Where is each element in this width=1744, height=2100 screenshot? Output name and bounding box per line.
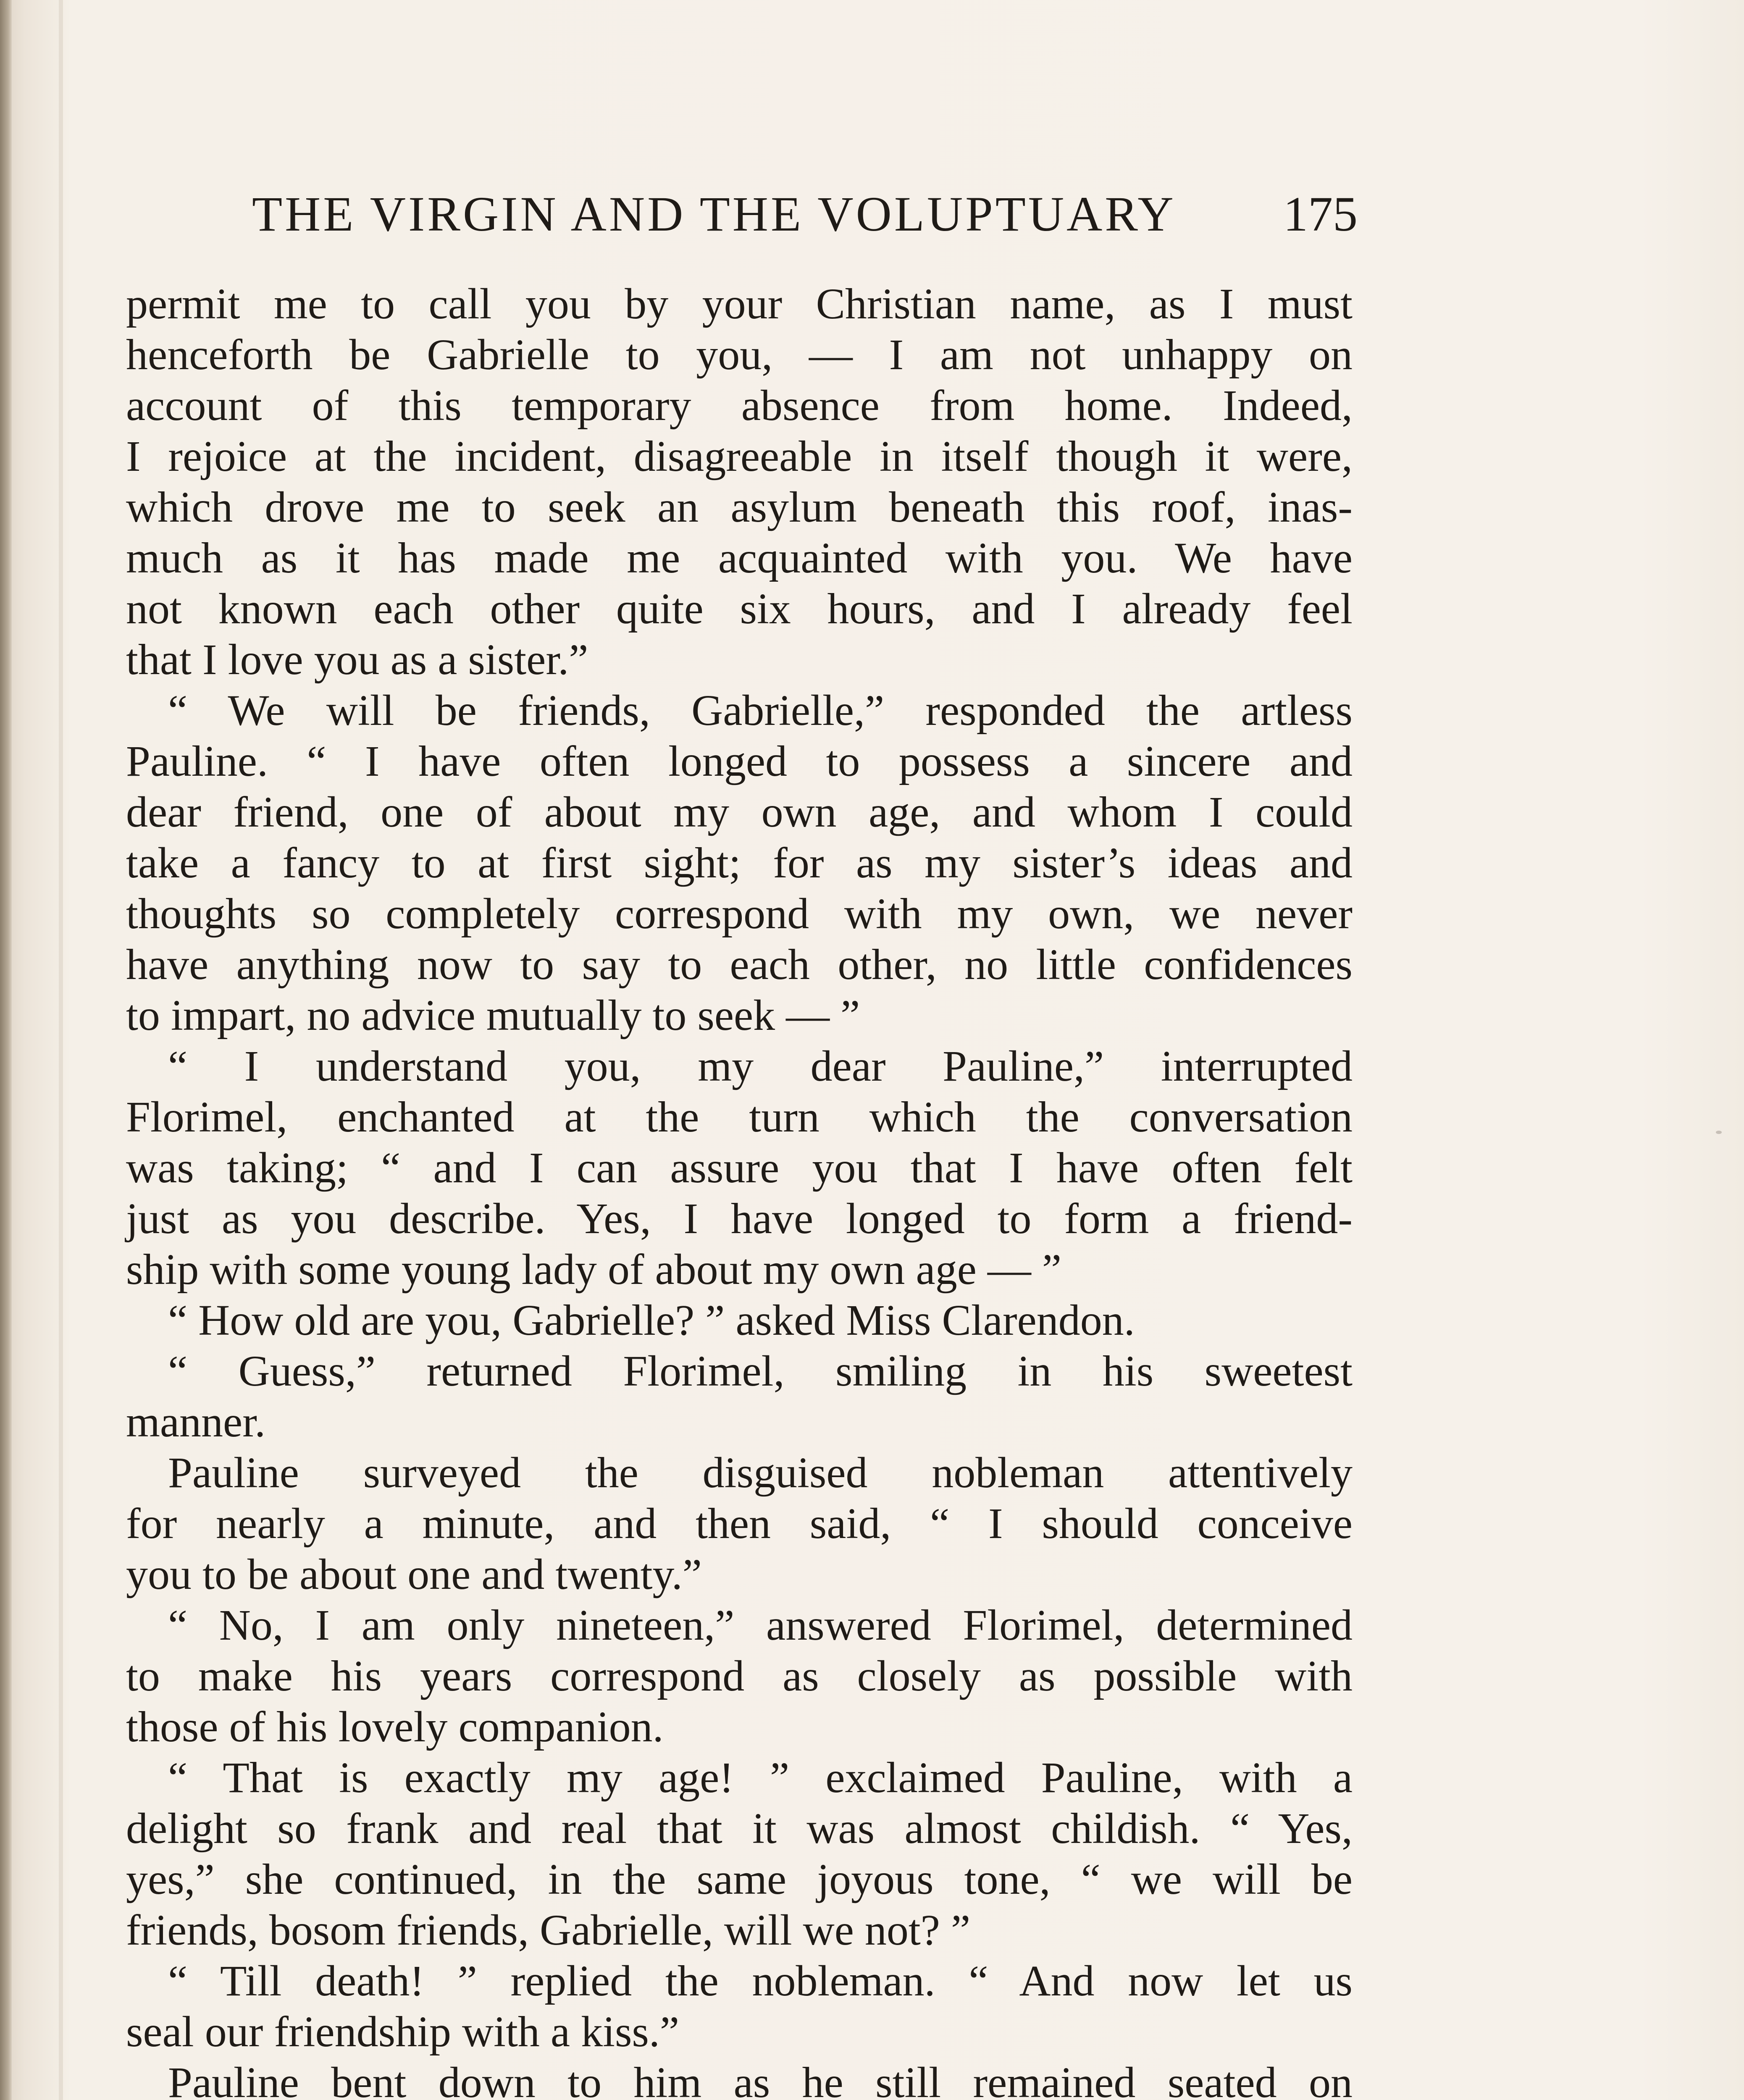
page-number: 175 — [1283, 186, 1358, 242]
text-line: “ That is exactly my age! ” exclaimed Pauline, with a — [168, 1754, 1353, 1802]
text-line: much as it has made me acquainted with you. We have — [126, 534, 1353, 582]
text-line: friends, bosom friends, Gabrielle, will we not? ” — [126, 1906, 971, 1954]
text-line: those of his lovely companion. — [126, 1703, 664, 1751]
text-line: not known each other quite six hours, and I already feel — [126, 585, 1353, 633]
text-line: that I love you as a sister.” — [126, 635, 588, 684]
text-line: which drove me to seek an asylum beneath this roof, inas- — [126, 483, 1353, 531]
text-line: have anything now to say to each other, no little confidences — [126, 940, 1353, 989]
text-line: Florimel, enchanted at the turn which the conversation — [126, 1093, 1353, 1141]
text-line: account of this temporary absence from home. Indeed, — [126, 381, 1353, 430]
running-title: THE VIRGIN AND THE VOLUPTUARY — [252, 186, 1176, 242]
text-line: Pauline surveyed the disguised nobleman attentively — [168, 1449, 1353, 1497]
text-line: “ How old are you, Gabrielle? ” asked Miss Clarendon. — [168, 1296, 1135, 1344]
text-line: “ Guess,” returned Florimel, smiling in his sweetest — [168, 1347, 1353, 1395]
text-line: “ We will be friends, Gabrielle,” responded the artless — [168, 686, 1353, 735]
text-line: delight so frank and real that it was almost childish. “ Yes, — [126, 1804, 1353, 1853]
text-line: you to be about one and twenty.” — [126, 1550, 702, 1599]
text-line: take a fancy to at first sight; for as my sister’s ideas and — [126, 839, 1353, 887]
text-line: to impart, no advice mutually to seek — ” — [126, 991, 860, 1040]
text-line: was taking; “ and I can assure you that I have often felt — [126, 1144, 1353, 1192]
text-line: Pauline. “ I have often longed to possess a sincere and — [126, 737, 1353, 785]
text-line: to make his years correspond as closely as possible with — [126, 1652, 1353, 1700]
text-line: henceforth be Gabrielle to you, — I am not unhappy on — [126, 331, 1353, 379]
text-line: ship with some young lady of about my own age — ” — [126, 1245, 1062, 1294]
text-line: yes,” she continued, in the same joyous tone, “ we will be — [126, 1855, 1353, 1903]
text-line: “ Till death! ” replied the nobleman. “ And now let us — [168, 1957, 1353, 2005]
text-line: “ I understand you, my dear Pauline,” interrupted — [168, 1042, 1353, 1090]
body-text — [126, 278, 1353, 2100]
text-line: seal our friendship with a kiss.” — [126, 2008, 680, 2056]
text-line: permit me to call you by your Christian name, as I must — [126, 280, 1353, 328]
text-line: just as you describe. Yes, I have longed to form a friend- — [126, 1194, 1353, 1243]
gutter-shadow — [59, 0, 63, 2100]
text-line: for nearly a minute, and then said, “ I should conceive — [126, 1499, 1353, 1548]
text-line: I rejoice at the incident, disagreeable in itself though it were, — [126, 432, 1353, 480]
text-line: thoughts so completely correspond with my own, we never — [126, 890, 1353, 938]
text-line: manner. — [126, 1398, 266, 1446]
text-line: Pauline bent down to him as he still remained seated on — [168, 2058, 1353, 2100]
paper-speck — [1716, 1131, 1722, 1134]
text-line: “ No, I am only nineteen,” answered Florimel, determined — [168, 1601, 1353, 1649]
text-line: dear friend, one of about my own age, and whom I could — [126, 788, 1353, 836]
binding-gutter — [0, 0, 12, 2100]
